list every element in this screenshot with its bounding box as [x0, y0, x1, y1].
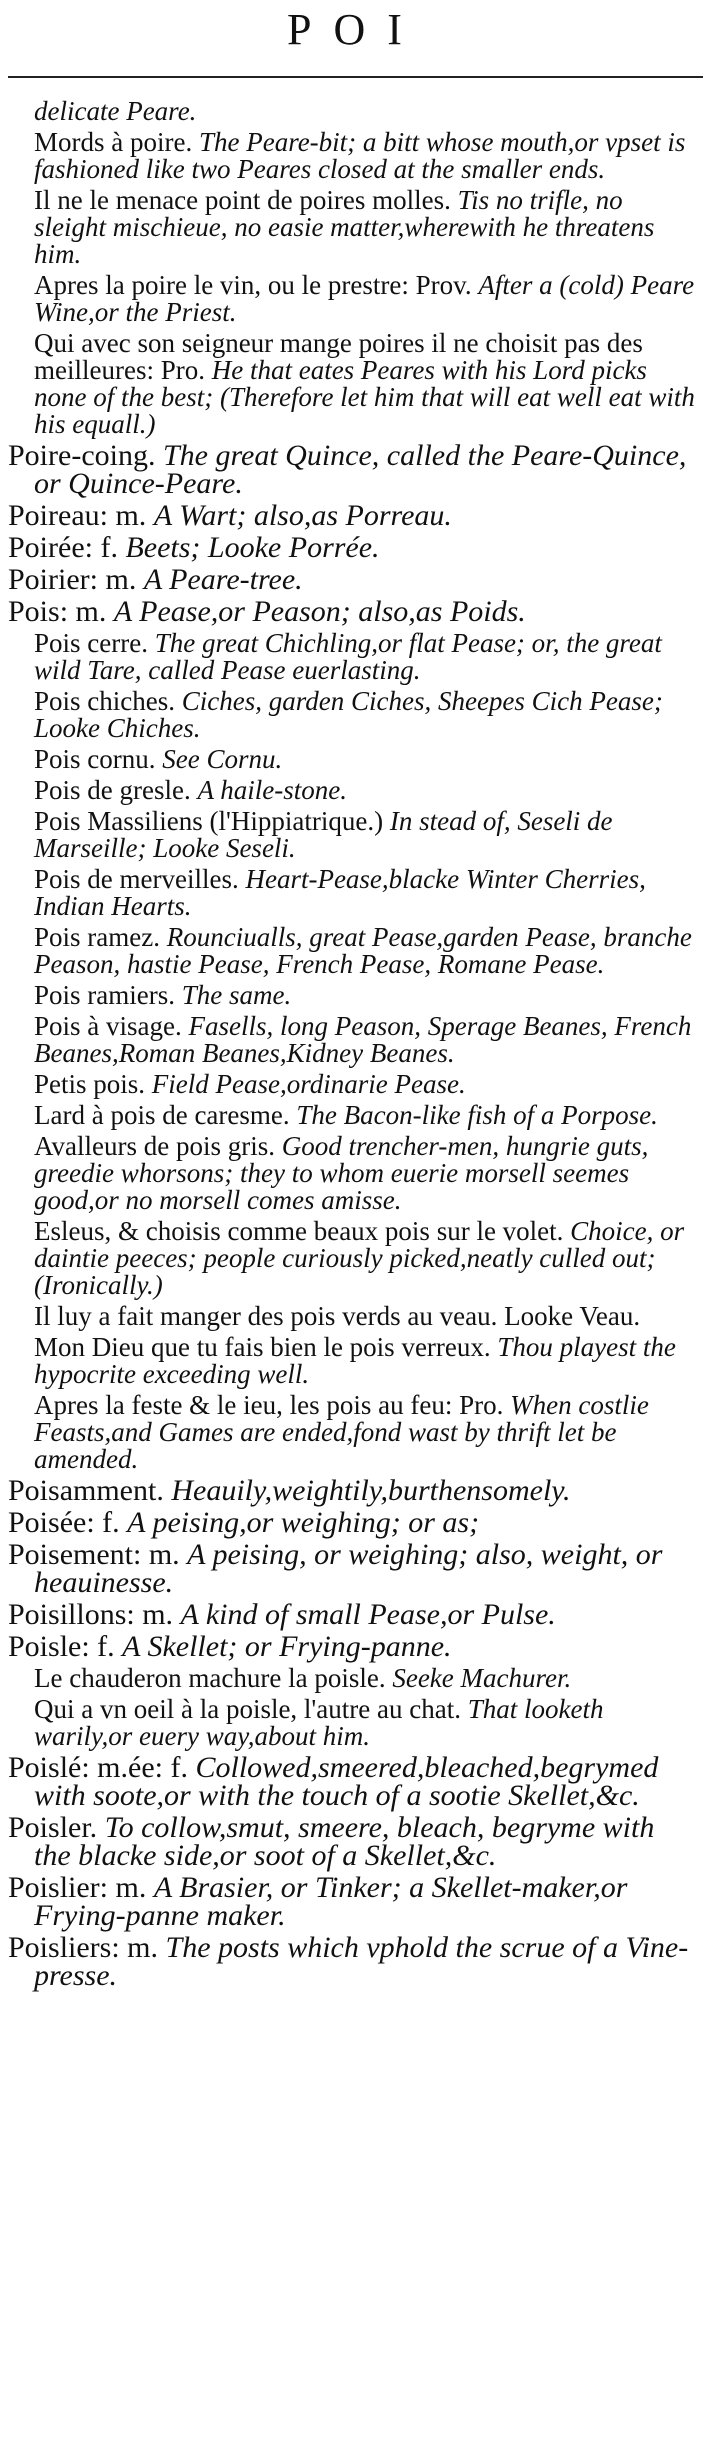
- entry-headword: Pois ramiers.: [34, 980, 175, 1010]
- dictionary-entry: [8, 1696, 698, 1750]
- dictionary-entry: [8, 630, 698, 684]
- dictionary-entry: [8, 330, 698, 438]
- entry-headword: Le chauderon machure la poisle.: [34, 1663, 386, 1693]
- entry-definition: A Skellet; or Frying-panne.: [122, 1630, 452, 1663]
- entry-definition: A Wart; also,as Porreau.: [153, 499, 452, 532]
- entry-definition: A Pease,or Peason; also,as Poids.: [113, 595, 526, 628]
- entry-definition: Beets; Looke Porrée.: [125, 531, 380, 564]
- dictionary-entry: [8, 499, 698, 532]
- dictionary-entry: [8, 1665, 698, 1692]
- entry-headword: Poireau: m.: [8, 499, 147, 532]
- entry-headword: Pois: m.: [8, 595, 107, 628]
- entry-headword: Esleus, & choisis comme beaux pois sur le volet.: [34, 1216, 564, 1246]
- entry-definition: Choice, or daintie peeces; people curiously picked,neatly culled out; (Ironically.): [34, 1216, 685, 1300]
- entry-definition: The same.: [181, 980, 292, 1010]
- entry-headword: Il ne le menace point de poires molles.: [34, 185, 451, 215]
- dictionary-entry: [8, 439, 698, 500]
- entry-definition: Fasells, long Peason, Sperage Beanes, French Beanes,Roman Beanes,Kidney Beanes.: [34, 1011, 692, 1068]
- dictionary-entry: [8, 187, 698, 268]
- entry-definition: Rounciualls, great Pease,garden Pease, branche Peason, hastie Pease, French Pease, Romane Pease.: [34, 922, 692, 979]
- entry-definition: After a (cold) Peare Wine,or the Priest.: [34, 270, 695, 327]
- entry-definition: A peising,or weighing; or as;: [127, 1506, 480, 1539]
- entry-definition: A Brasier, or Tinker; a Skellet-maker,or Frying-panne maker.: [34, 1871, 628, 1932]
- dictionary-entry: [8, 982, 698, 1009]
- dictionary-entry: [8, 1218, 698, 1299]
- entry-definition: Seeke Machurer.: [392, 1663, 572, 1693]
- entry-definition: When costlie Feasts,and Games are ended,fond wast by thrift let be amended.: [34, 1390, 649, 1474]
- dictionary-entry: [8, 1506, 698, 1539]
- header-rule: [8, 76, 703, 78]
- entry-definition: The Bacon-like fish of a Porpose.: [296, 1100, 658, 1130]
- entry-headword: Poislé: m.ée: f.: [8, 1751, 188, 1784]
- entry-definition: In stead of, Seseli de Marseille; Looke Seseli.: [34, 806, 613, 863]
- dictionary-entry: [8, 688, 698, 742]
- entry-definition: Good trencher-men, hungrie guts, greedie whorsons; they to whom euerie morsell seemes good,or no morsell comes amisse.: [34, 1131, 649, 1215]
- entry-headword: Poisée: f.: [8, 1506, 120, 1539]
- entry-definition: Field Pease,ordinarie Pease.: [151, 1069, 466, 1099]
- dictionary-entry: [8, 129, 698, 183]
- dictionary-entry: [8, 1931, 698, 1992]
- entry-definition: Heauily,weightily,burthensomely.: [171, 1474, 571, 1507]
- entry-headword: Pois cerre.: [34, 628, 148, 658]
- entry-headword: Poisillons: m.: [8, 1598, 174, 1631]
- entry-definition: A haile-stone.: [197, 775, 347, 805]
- dictionary-entry: [8, 1013, 698, 1067]
- dictionary-entry: [8, 1598, 698, 1631]
- entry-definition: delicate Peare.: [34, 96, 197, 126]
- entry-definition: See Cornu.: [162, 744, 283, 774]
- entry-headword: Il luy a fait manger des pois verds au veau. Looke Veau.: [34, 1301, 641, 1331]
- entry-headword: Lard à pois de caresme.: [34, 1100, 290, 1130]
- dictionary-entry: [8, 1071, 698, 1098]
- entry-headword: Pois de gresle.: [34, 775, 191, 805]
- dictionary-entry: [8, 1102, 698, 1129]
- entry-definition: A kind of small Pease,or Pulse.: [180, 1598, 556, 1631]
- entry-headword: Apres la feste & le ieu, les pois au feu: Pro.: [34, 1390, 504, 1420]
- entry-headword: Poire-coing.: [8, 439, 156, 472]
- dictionary-entry: [8, 1392, 698, 1473]
- dictionary-entry: [8, 866, 698, 920]
- dictionary-entry: [8, 563, 698, 596]
- dictionary-entry: [8, 1474, 698, 1507]
- entry-headword: Qui avec son seigneur mange poires il ne choisit pas des meilleures: Pro.: [34, 328, 643, 385]
- entry-definition: A Peare-tree.: [143, 563, 303, 596]
- entry-headword: Apres la poire le vin, ou le prestre: Prov.: [34, 270, 472, 300]
- dictionary-entry: [8, 808, 698, 862]
- entry-headword: Petis pois.: [34, 1069, 146, 1099]
- entry-definition: The posts which vphold the scrue of a Vine-presse.: [34, 1931, 689, 1992]
- entry-definition: That looketh warily,or euery way,about him.: [34, 1694, 604, 1751]
- entry-definition: Collowed,smeered,bleached,begrymed with soote,or with the touch of a sootie Skellet,&c.: [34, 1751, 659, 1812]
- entry-definition: Tis no trifle, no sleight mischieue, no easie matter,wherewith he threatens him.: [34, 185, 655, 269]
- entry-headword: Pois Massiliens (l'Hippiatrique.): [34, 806, 384, 836]
- entry-headword: Pois ramez.: [34, 922, 160, 952]
- dictionary-entry: [8, 1751, 698, 1812]
- dictionary-entry: [8, 924, 698, 978]
- entry-definition: The great Chichling,or flat Pease; or, the great wild Tare, called Pease euerlasting.: [34, 628, 662, 685]
- dictionary-entry: [8, 1133, 698, 1214]
- dictionary-entry: [8, 1871, 698, 1932]
- entry-headword: Qui a vn oeil à la poisle, l'autre au chat.: [34, 1694, 461, 1724]
- entry-definition: Thou playest the hypocrite exceeding well.: [34, 1332, 676, 1389]
- entry-headword: Mords à poire.: [34, 127, 193, 157]
- entry-definition: Ciches, garden Ciches, Sheepes Cich Pease; Looke Chiches.: [34, 686, 663, 743]
- entry-headword: Pois chiches.: [34, 686, 175, 716]
- entry-headword: Poisler.: [8, 1811, 98, 1844]
- entry-headword: Poisliers: m.: [8, 1931, 159, 1964]
- entry-definition: To collow,smut, smeere, bleach, begryme with the blacke side,or soot of a Skellet,&c.: [34, 1811, 655, 1872]
- entry-headword: Pois de merveilles.: [34, 864, 239, 894]
- entry-definition: The Peare-bit; a bitt whose mouth,or vpset is fashioned like two Peares closed at the smaller ends.: [34, 127, 686, 184]
- entry-definition: He that eates Peares with his Lord picks none of the best; (Therefore let him that will eat well eat with his equall.): [34, 355, 695, 439]
- dictionary-entry: [8, 1334, 698, 1388]
- entry-definition: A peising, or weighing; also, weight, or heauinesse.: [34, 1538, 663, 1599]
- entry-definition: Heart-Pease,blacke Winter Cherries, Indian Hearts.: [34, 864, 646, 921]
- page-title: POI: [287, 5, 424, 54]
- entry-list: [8, 98, 698, 1994]
- entry-headword: Poisamment.: [8, 1474, 164, 1507]
- dictionary-entry: [8, 1811, 698, 1872]
- dictionary-entry: [8, 98, 698, 125]
- dictionary-entry: [8, 746, 698, 773]
- dictionary-entry: [8, 1630, 698, 1663]
- entry-headword: Poisement: m.: [8, 1538, 180, 1571]
- dictionary-entry: [8, 531, 698, 564]
- dictionary-entry: [8, 272, 698, 326]
- entry-headword: Pois cornu.: [34, 744, 156, 774]
- entry-headword: Mon Dieu que tu fais bien le pois verreux.: [34, 1332, 491, 1362]
- dictionary-entry: [8, 1538, 698, 1599]
- entry-headword: Avalleurs de pois gris.: [34, 1131, 275, 1161]
- dictionary-entry: [8, 595, 698, 628]
- dictionary-entry: [8, 777, 698, 804]
- dictionary-entry: [8, 1303, 698, 1330]
- entry-headword: Poirée: f.: [8, 531, 118, 564]
- entry-headword: Pois à visage.: [34, 1011, 182, 1041]
- entry-headword: Poirier: m.: [8, 563, 137, 596]
- entry-definition: The great Quince, called the Peare-Quince, or Quince-Peare.: [34, 439, 687, 500]
- entry-headword: Poislier: m.: [8, 1871, 147, 1904]
- entry-headword: Poisle: f.: [8, 1630, 115, 1663]
